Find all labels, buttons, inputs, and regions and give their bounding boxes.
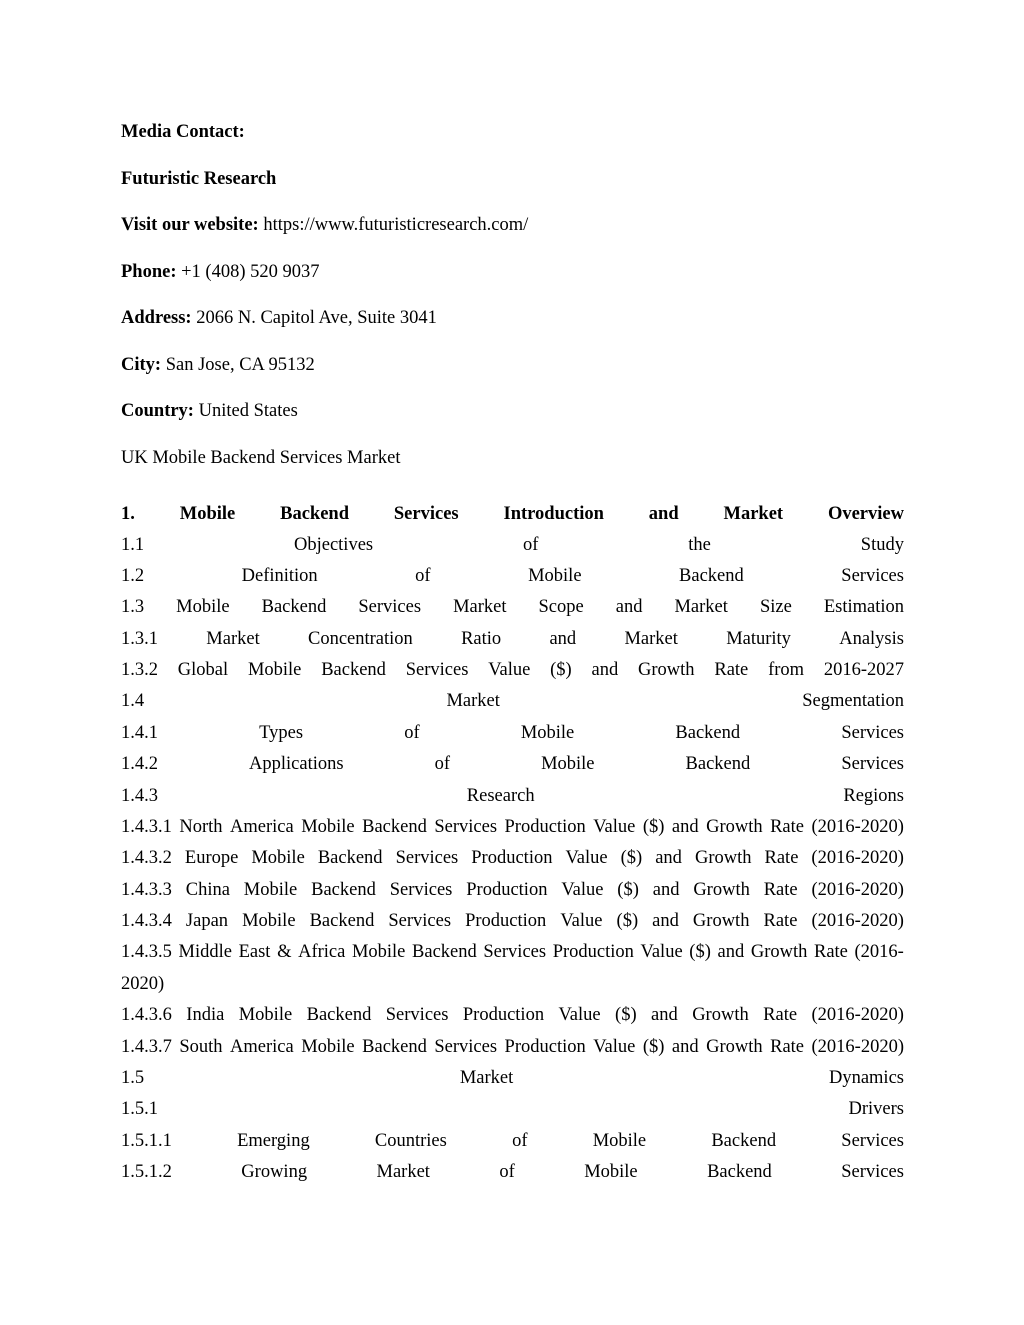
toc-word: 1.4.3.5: [121, 942, 172, 962]
toc-word: Backend: [321, 660, 386, 680]
toc-word: Research: [466, 786, 535, 806]
toc-word: Backend: [261, 597, 327, 617]
toc-word: Value: [640, 942, 683, 962]
toc-word: 1.1: [121, 535, 145, 555]
toc-word: 1.5: [121, 1068, 145, 1088]
toc-word: Backend: [675, 723, 741, 743]
toc-word: 1.5.1.2: [121, 1162, 172, 1182]
toc-word: Size: [759, 597, 792, 617]
toc-word: 1.2: [121, 566, 145, 586]
toc-word: Services: [841, 566, 904, 586]
toc-word: Drivers: [848, 1099, 904, 1119]
toc-line-1-4-2: [121, 752, 904, 776]
country-label: Country:: [121, 401, 194, 421]
toc-word: Mobile: [520, 723, 575, 743]
toc-word: ($): [620, 848, 643, 868]
toc-word: Rate: [714, 660, 749, 680]
toc-word: Backend: [311, 880, 376, 900]
toc-word: (2016-2020): [811, 1037, 904, 1057]
toc-word: 1.4.3.1: [121, 817, 172, 837]
toc-word: Segmentation: [802, 691, 904, 711]
toc-word: Market: [446, 691, 500, 711]
toc-word: Value: [593, 817, 636, 837]
toc-word: Value: [565, 848, 608, 868]
toc-line-1-3: [121, 595, 904, 619]
toc-line-1-4-1: [121, 721, 904, 745]
toc-word: the: [688, 535, 711, 555]
toc-word: Services: [389, 880, 453, 900]
phone-label: Phone:: [121, 262, 177, 282]
toc-word: of: [512, 1131, 528, 1151]
toc-word: 1.4.3.2: [121, 848, 172, 868]
toc-word: Global: [177, 660, 229, 680]
toc-word: from: [768, 660, 805, 680]
toc-line-1-4-3-5-cont: 2020): [121, 974, 165, 994]
toc-word: (2016-2020): [811, 817, 904, 837]
toc-word: Backend: [280, 504, 350, 524]
toc-word: Growing: [241, 1162, 308, 1182]
toc-word: India: [186, 1005, 225, 1025]
toc-word: Rate: [764, 848, 799, 868]
toc-line-1-4-3-1: [121, 815, 904, 839]
toc-word: 1.5.1: [121, 1099, 158, 1119]
toc-word: Mobile: [176, 597, 230, 617]
toc-word: Value: [593, 1037, 636, 1057]
toc-word: Definition: [241, 566, 318, 586]
address-label: Address:: [121, 308, 192, 328]
toc-word: Backend: [306, 1005, 372, 1025]
toc-word: of: [404, 723, 420, 743]
toc-line-1-2: [121, 564, 904, 588]
toc-word: Services: [434, 1037, 498, 1057]
toc-word: Rate: [763, 911, 798, 931]
toc-word: Dynamics: [828, 1068, 904, 1088]
toc-word: Services: [841, 1131, 904, 1151]
toc-word: ($): [550, 660, 572, 680]
toc-word: North: [179, 817, 223, 837]
toc-word: Rate: [763, 880, 798, 900]
toc-word: (2016-2020): [811, 1005, 904, 1025]
toc-word: 1.3.2: [121, 660, 158, 680]
toc-word: Countries: [374, 1131, 447, 1151]
toc-word: ($): [617, 880, 639, 900]
toc-line-1-3-2: [121, 658, 904, 682]
toc-word: Services: [395, 848, 459, 868]
toc-word: Services: [434, 817, 498, 837]
toc-line-1-4-3-5: [121, 940, 904, 964]
toc-word: Growth: [750, 942, 808, 962]
toc-line-1-4: [121, 689, 904, 713]
toc-word: ($): [689, 942, 711, 962]
toc-word: Analysis: [839, 629, 904, 649]
toc-word: America: [230, 817, 294, 837]
toc-word: 1.4.3.3: [121, 880, 172, 900]
toc-word: Growth: [694, 848, 752, 868]
toc-word: Mobile: [584, 1162, 638, 1182]
toc-word: Japan: [185, 911, 229, 931]
toc-word: Services: [841, 754, 904, 774]
country-line: [121, 399, 904, 423]
toc-word: Market: [723, 504, 784, 524]
toc-word: Services: [393, 504, 459, 524]
toc-word: Types: [259, 723, 304, 743]
toc-word: Services: [841, 1162, 904, 1182]
country-value: United States: [193, 401, 298, 421]
toc-word: Backend: [679, 566, 744, 586]
toc-section-1: [121, 502, 904, 526]
toc-word: and: [717, 942, 745, 962]
toc-word: Production: [465, 911, 547, 931]
toc-word: Market: [459, 1068, 514, 1088]
toc-word: (2016-: [854, 942, 904, 962]
toc-word: 2016-2027: [823, 660, 904, 680]
toc-word: Mobile: [179, 504, 236, 524]
address-line: [121, 306, 904, 330]
toc-word: Value: [488, 660, 531, 680]
toc-word: 1.4.3: [121, 786, 158, 806]
toc-word: Production: [462, 1005, 545, 1025]
toc-word: Production: [504, 817, 586, 837]
toc-word: Production: [466, 880, 548, 900]
website-url[interactable]: https://www.futuristicresearch.com/: [258, 215, 529, 235]
toc-word: and: [615, 597, 643, 617]
phone-value: +1 (408) 520 9037: [176, 262, 320, 282]
report-title: UK Mobile Backend Services Market: [121, 448, 401, 468]
toc-word: Market: [674, 597, 728, 617]
toc-word: Africa: [298, 942, 346, 962]
city-value: San Jose, CA 95132: [161, 355, 315, 375]
toc-word: (2016-2020): [811, 880, 904, 900]
address-value: 2066 N. Capitol Ave, Suite 3041: [191, 308, 437, 328]
toc-word: Growth: [693, 880, 750, 900]
toc-line-1-4-3: [121, 784, 904, 808]
toc-word: Backend: [685, 754, 751, 774]
toc-word: Value: [561, 880, 604, 900]
toc-word: Mobile: [301, 1037, 355, 1057]
toc-word: South: [179, 1037, 223, 1057]
toc-word: Growth: [692, 911, 750, 931]
toc-word: Applications: [249, 754, 344, 774]
toc-word: 1.4: [121, 691, 145, 711]
toc-word: 1.4.3.4: [121, 911, 172, 931]
toc-word: Growth: [706, 1037, 763, 1057]
toc-word: Maturity: [726, 629, 791, 649]
toc-word: ($): [615, 1005, 637, 1025]
toc-word: of: [434, 754, 451, 774]
toc-line-1-5: [121, 1066, 904, 1090]
toc-word: 1.4.1: [121, 723, 158, 743]
toc-word: Objectives: [294, 535, 374, 555]
toc-word: and: [671, 817, 699, 837]
company-name: Futuristic Research: [121, 169, 277, 189]
toc-word: of: [523, 535, 539, 555]
toc-word: 1.: [121, 504, 135, 524]
toc-word: Market: [624, 629, 678, 649]
toc-word: Mobile: [251, 848, 305, 868]
toc-word: 1.4.2: [121, 754, 158, 774]
toc-word: Market: [453, 597, 507, 617]
toc-word: Services: [388, 911, 452, 931]
toc-word: and: [652, 880, 680, 900]
toc-word: Production: [471, 848, 553, 868]
toc-word: of: [499, 1162, 515, 1182]
toc-word: and: [671, 1037, 699, 1057]
toc-word: 1.4.3.6: [121, 1005, 172, 1025]
toc-word: Growth: [706, 817, 763, 837]
toc-word: Services: [405, 660, 469, 680]
toc-word: ($): [642, 817, 665, 837]
toc-word: 1.3: [121, 597, 145, 617]
toc-word: Mobile: [351, 942, 406, 962]
toc-word: Mobile: [592, 1131, 647, 1151]
toc-word: Study: [860, 535, 904, 555]
toc-line-1-5-1-2: [121, 1160, 904, 1184]
toc-word: China: [185, 880, 230, 900]
toc-word: and: [652, 911, 679, 931]
toc-word: Introduction: [503, 504, 604, 524]
toc-word: Production: [552, 942, 634, 962]
toc-word: and: [648, 504, 679, 524]
toc-word: Growth: [692, 1005, 749, 1025]
toc-word: Rate: [770, 1037, 805, 1057]
toc-word: 1.5.1.1: [121, 1131, 172, 1151]
toc-word: ($): [616, 911, 639, 931]
toc-word: Backend: [362, 817, 427, 837]
website-line: [121, 213, 904, 237]
toc-word: &: [277, 942, 292, 962]
toc-word: Mobile: [247, 660, 302, 680]
toc-word: Services: [841, 723, 904, 743]
toc-line-1-4-3-3: [121, 878, 904, 902]
toc-line-1-1: [121, 533, 904, 557]
phone-line: [121, 260, 904, 284]
toc-word: of: [415, 566, 431, 586]
toc-word: (2016-2020): [811, 848, 904, 868]
toc-word: Backend: [309, 911, 375, 931]
toc-line-1-5-1: [121, 1097, 904, 1121]
toc-word: Concentration: [308, 629, 413, 649]
toc-word: Services: [358, 597, 422, 617]
toc-line-1-3-1: [121, 627, 904, 651]
toc-word: Value: [558, 1005, 601, 1025]
toc-word: Backend: [412, 942, 477, 962]
toc-line-1-4-3-2: [121, 846, 904, 870]
toc-word: Overview: [827, 504, 904, 524]
toc-line-1-4-3-4: [121, 909, 904, 933]
toc-word: Backend: [711, 1131, 777, 1151]
toc-line-1-5-1-1: [121, 1129, 904, 1153]
toc-word: 1.4.3.7: [121, 1037, 172, 1057]
toc-word: Emerging: [237, 1131, 310, 1151]
toc-word: Services: [483, 942, 547, 962]
toc-line-1-4-3-6: [121, 1003, 904, 1027]
toc-word: Scope: [538, 597, 584, 617]
toc-word: Mobile: [301, 817, 355, 837]
website-label: Visit our website:: [121, 215, 259, 235]
toc-word: Mobile: [238, 1005, 293, 1025]
toc-word: East: [238, 942, 271, 962]
toc-word: Mobile: [243, 880, 298, 900]
toc-word: Production: [504, 1037, 586, 1057]
toc-word: and: [651, 1005, 678, 1025]
media-contact-heading: Media Contact:: [121, 122, 245, 142]
toc-word: Ratio: [461, 629, 502, 649]
toc-word: and: [655, 848, 682, 868]
toc-word: Rate: [770, 817, 804, 837]
toc-word: Rate: [763, 1005, 798, 1025]
toc-word: Mobile: [242, 911, 296, 931]
city-label: City:: [121, 355, 162, 375]
toc-word: Market: [206, 629, 260, 649]
toc-word: ($): [642, 1037, 665, 1057]
toc-word: Market: [376, 1162, 430, 1182]
toc-word: Middle: [178, 942, 232, 962]
toc-word: and: [591, 660, 619, 680]
toc-word: Backend: [362, 1037, 427, 1057]
toc-word: Europe: [184, 848, 239, 868]
city-line: [121, 353, 904, 377]
toc-word: America: [230, 1037, 294, 1057]
toc-line-1-4-3-7: [121, 1035, 904, 1059]
toc-word: Mobile: [528, 566, 582, 586]
toc-word: Backend: [707, 1162, 772, 1182]
toc-word: Value: [560, 911, 603, 931]
toc-word: (2016-2020): [811, 911, 904, 931]
toc-word: Rate: [813, 942, 848, 962]
toc-word: Regions: [843, 786, 904, 806]
toc-word: Estimation: [823, 597, 904, 617]
toc-word: Growth: [638, 660, 695, 680]
toc-word: and: [549, 629, 577, 649]
toc-word: Services: [385, 1005, 449, 1025]
toc-word: Mobile: [541, 754, 595, 774]
toc-word: Backend: [317, 848, 383, 868]
toc-word: 1.3.1: [121, 629, 158, 649]
